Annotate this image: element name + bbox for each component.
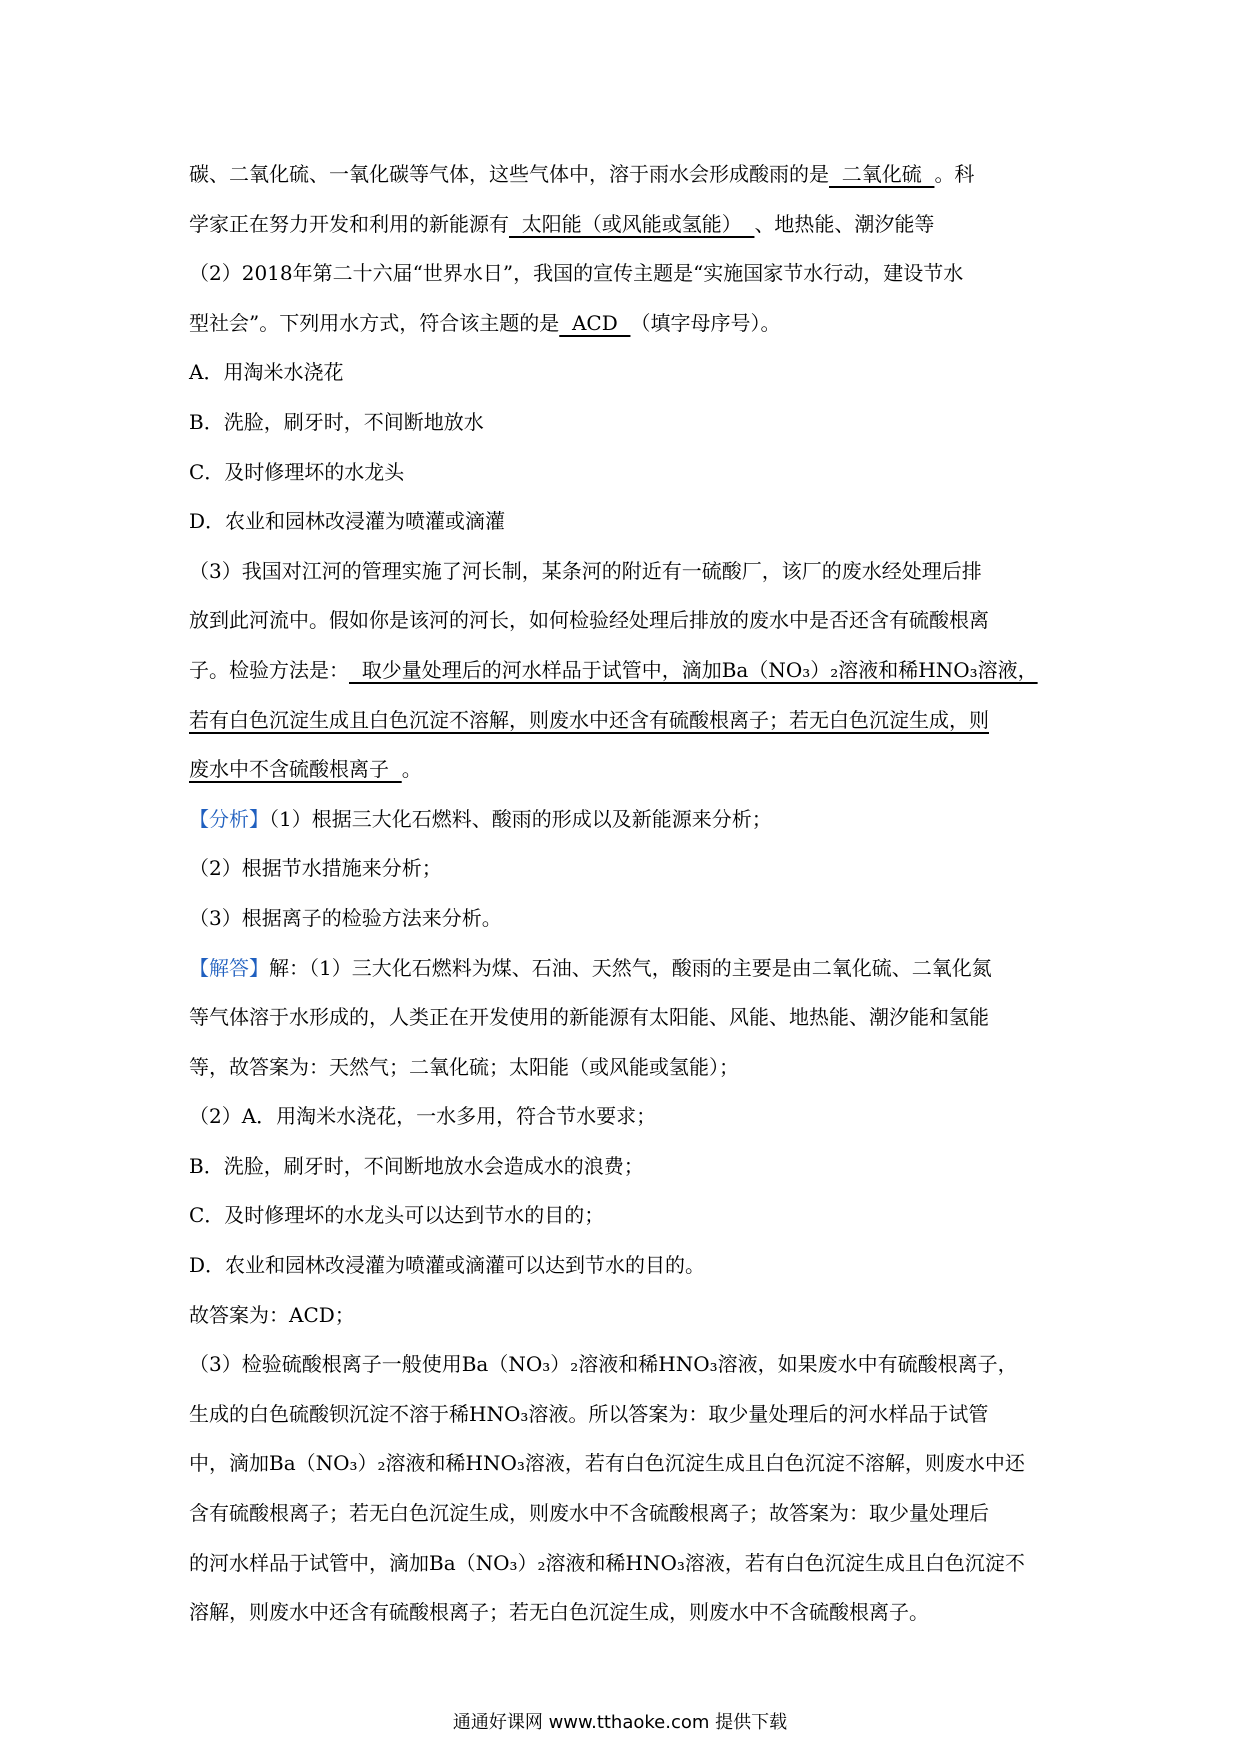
text-line: （3）检验硫酸根离子一般使用Ba（NO₃）₂溶液和稀HNO₃溶液，如果废水中有硫酸根离子， [189, 1352, 1018, 1377]
text-line: 学家正在努力开发和利用的新能源有 太阳能（或风能或氢能） 、地热能、潮汐能等 [189, 211, 935, 236]
text-line: 等，故答案为：天然气；二氧化硫；太阳能（或风能或氢能）； [189, 1054, 739, 1079]
page-footer: 通通好课网 www.tthaoke.com 提供下载 [452, 1712, 788, 1733]
text-line: 放到此河流中。假如你是该河的河长，如何检验经处理后排放的废水中是否还含有硫酸根离 [189, 608, 989, 633]
document-body [189, 150, 1061, 1638]
solution-tag: 【解答】 [189, 955, 269, 980]
option-a: A．用淘米水浇花 [189, 360, 344, 385]
text-line: D．农业和园林改浸灌为喷灌或滴灌可以达到节水的目的。 [189, 1253, 706, 1278]
text-line: （2）2018年第二十六届“世界水日”，我国的宣传主题是“实施国家节水行动，建设节水 [189, 261, 964, 286]
text-line [189, 696, 1061, 746]
text-line: （2）根据节水措施来分析； [189, 856, 442, 881]
analysis-line: 【分析】（1）根据三大化石燃料、酸雨的形成以及新能源来分析； [189, 806, 772, 831]
text-line: 中，滴加Ba（NO₃）₂溶液和稀HNO₃溶液，若有白色沉淀生成且白色沉淀不溶解，则废水中还 [189, 1451, 1025, 1476]
answer-blank: 太阳能（或风能或氢能） [509, 211, 755, 236]
answer-blank: 若有白色沉淀生成且白色沉淀不溶解，则废水中还含有硫酸根离子；若无白色沉淀生成，则 [189, 707, 989, 732]
text-line: 碳、二氧化硫、一氧化碳等气体，这些气体中，溶于雨水会形成酸雨的是 二氧化硫 。科 [189, 162, 975, 186]
text-line: 溶解，则废水中还含有硫酸根离子；若无白色沉淀生成，则废水中不含硫酸根离子。 [189, 1600, 929, 1625]
text-line: 子。检验方法是： 取少量处理后的河水样品于试管中，滴加Ba（NO₃）₂溶液和稀HNO₃溶液， [189, 657, 1038, 682]
text-line: 故答案为：ACD； [189, 1302, 355, 1327]
text-line: （3）根据离子的检验方法来分析。 [189, 905, 502, 930]
option-c: C．及时修理坏的水龙头 [189, 459, 405, 484]
option-d: D．农业和园林改浸灌为喷灌或滴灌 [189, 509, 506, 534]
analysis-tag: 【分析】 [189, 806, 269, 831]
text-line: 废水中不含硫酸根离子 。 [189, 757, 422, 782]
answer-blank: 二氧化硫 [829, 162, 935, 186]
solution-line: 【解答】解：（1）三大化石燃料为煤、石油、天然气，酸雨的主要是由二氧化硫、二氧化氮 [189, 955, 992, 980]
answer-blank: 取少量处理后的河水样品于试管中，滴加Ba（NO₃）₂溶液和稀HNO₃溶液， [349, 657, 1038, 682]
answer-blank: ACD [559, 310, 631, 335]
text-line: C．及时修理坏的水龙头可以达到节水的目的； [189, 1203, 605, 1228]
answer-blank: 废水中不含硫酸根离子 [189, 757, 402, 782]
text-line: 等气体溶于水形成的，人类正在开发使用的新能源有太阳能、风能、地热能、潮汐能和氢能 [189, 1005, 989, 1030]
option-b: B．洗脸，刷牙时，不间断地放水 [189, 409, 484, 434]
text-line: （3）我国对江河的管理实施了河长制，某条河的附近有一硫酸厂，该厂的废水经处理后排 [189, 558, 982, 583]
text-line: 含有硫酸根离子；若无白色沉淀生成，则废水中不含硫酸根离子；故答案为：取少量处理后 [189, 1501, 989, 1526]
text-line: 生成的白色硫酸钡沉淀不溶于稀HNO₃溶液。所以答案为：取少量处理后的河水样品于试管 [189, 1401, 989, 1426]
text-line: 型社会”。下列用水方式，符合该主题的是 ACD （填字母序号）。 [189, 310, 781, 335]
text-line: 的河水样品于试管中，滴加Ba（NO₃）₂溶液和稀HNO₃溶液，若有白色沉淀生成且白色沉淀不 [189, 1550, 1025, 1575]
text-line: （2）A．用淘米水浇花，一水多用，符合节水要求； [189, 1104, 657, 1129]
text-line: B．洗脸，刷牙时，不间断地放水会造成水的浪费； [189, 1153, 644, 1178]
